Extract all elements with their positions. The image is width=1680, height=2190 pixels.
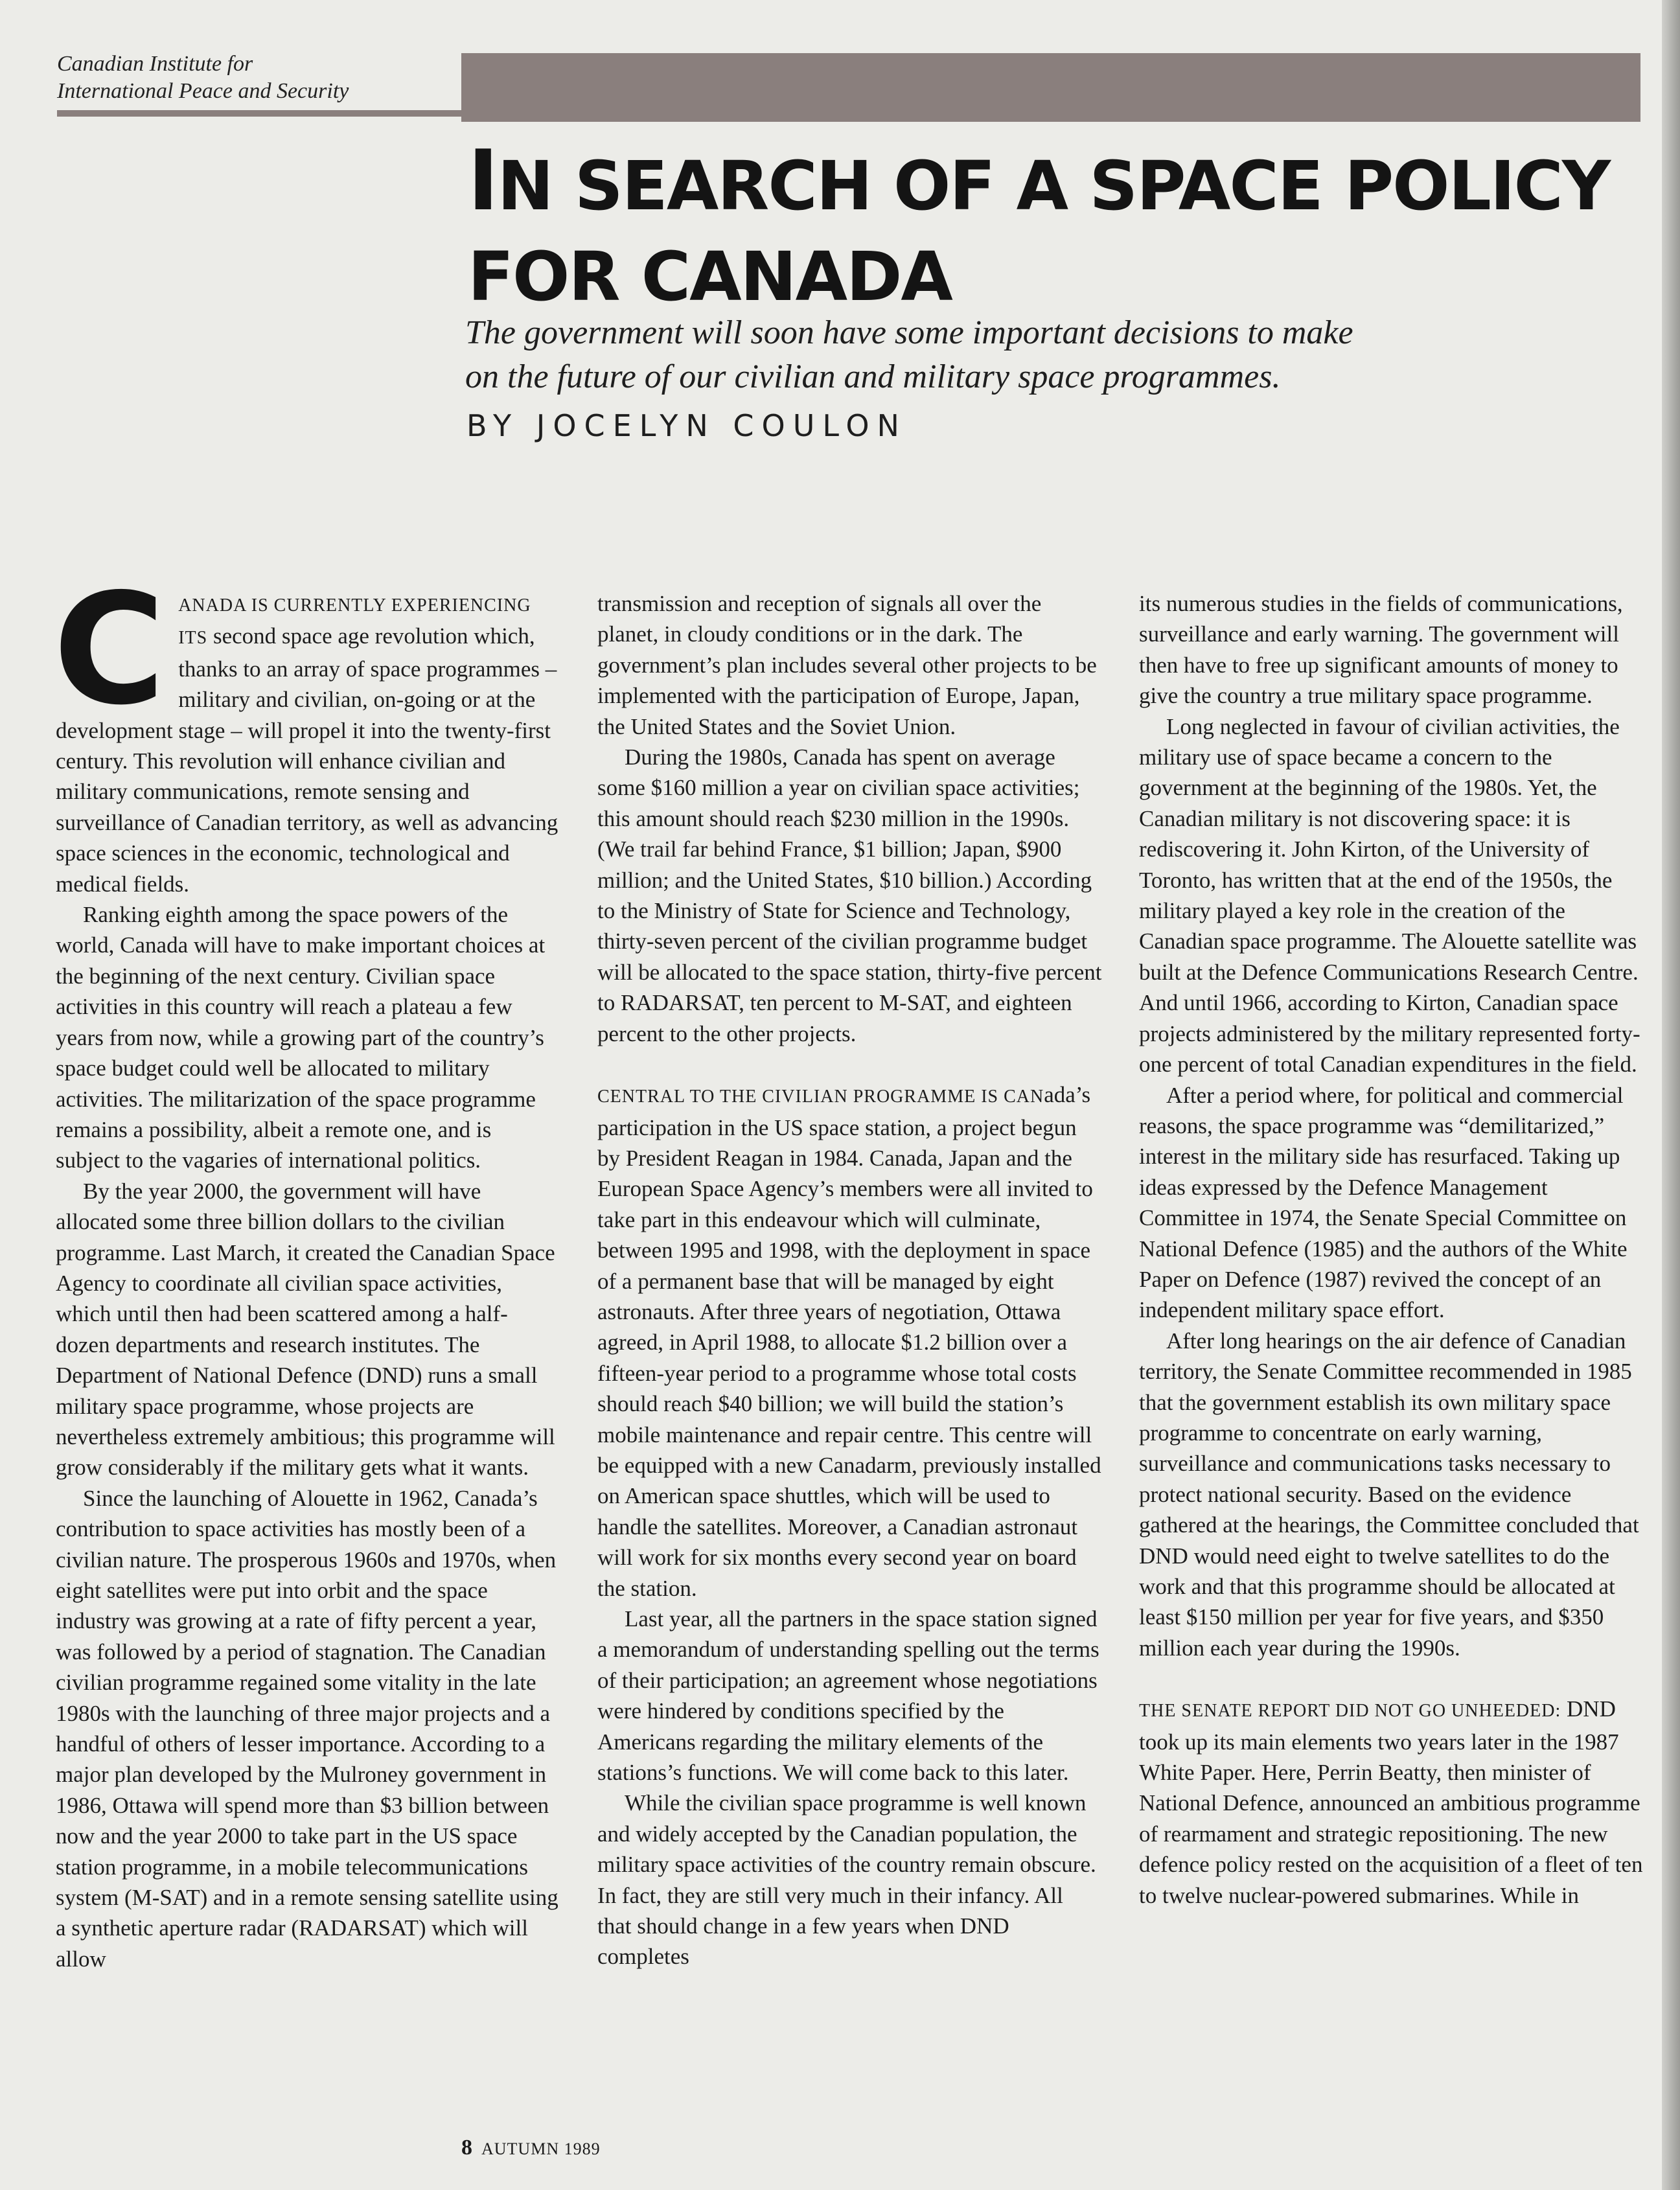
byline: BY JOCELYN COULON: [466, 408, 907, 443]
paragraph: Last year, all the partners in the space station signed a memorandum of understanding spelling out the terms of their participation; an agreement whose negotiations were hindered by conditions specified by the Americans regarding the military elements of the stations’s functions. We will come back to this later.: [597, 1606, 1099, 1786]
column-1: [53, 560, 561, 1974]
title-initial: I: [468, 133, 498, 229]
article-title: [468, 133, 1634, 322]
institute-name: [57, 51, 459, 105]
page-edge-shadow: [1662, 0, 1680, 2190]
subtitle-line-1: The government will soon have some important decisions to make: [465, 314, 1353, 351]
section-lead-in: THE SENATE REPORT DID NOT GO UNHEEDED:: [1139, 1701, 1561, 1722]
institute-line-2: International Peace and Security: [57, 79, 349, 103]
paragraph: transmission and reception of signals all over the planet, in cloudy conditions or in the dark. The government’s plan includes several other projects to be implemented with the participation of Europe, Japan, the United States and the Soviet Union.: [597, 591, 1097, 739]
paragraph-text: second space age revolution which, thanks to an array of space programmes – military and civilian, on-going or at the development stage – will propel it into the twenty-first century. This revolution will enhance civilian and military communications, remote sensing and surveillance of Canadian territory, as well as advancing space sciences in the economic, technological and medical fields.: [56, 623, 558, 897]
column-3: [1139, 588, 1644, 1911]
drop-cap: C: [53, 560, 166, 739]
paragraph-text: DND took up its main elements two years later in the 1987 White Paper. Here, Perrin Beatty, then minister of National Defence, announced an ambitious programme of rearmament and strategic repositioning. The new defence policy rested on the acquisition of a fleet of ten to twelve nuclear-powered submarines. While in: [1139, 1696, 1643, 1908]
paragraph: After a period where, for political and commercial reasons, the space programme was “demilitarized,” interest in the military side has resurfaced. Taking up ideas expressed by the Defence Management Committee in 1974, the Senate Special Committee on National Defence (1985) and the authors of the White Paper on Defence (1987) revived the concept of an independent military space effort.: [1139, 1082, 1628, 1323]
paragraph: [1139, 1694, 1644, 1911]
title-line-2: FOR CANADA: [468, 237, 952, 316]
paragraph: [53, 560, 561, 899]
page-number: 8: [461, 2136, 472, 2160]
paragraph: Ranking eighth among the space powers of the world, Canada will have to make important choices at the beginning of the next century. Civilian space activities in this country will reach a plateau a few years from now, while a growing part of the country’s space budget could well be allocated to military activities. The militarization of the space programme remains a possibility, albeit a remote one, and is subject to the vagaries of international politics.: [56, 902, 546, 1173]
paragraph: While the civilian space programme is well known and widely accepted by the Canadian population, the military space activities of the country remain obscure. In fact, they are still very much in their infancy. All that should change in a few years when DND completes: [597, 1790, 1096, 1970]
header-rule: [57, 110, 1640, 117]
page-footer: [461, 2136, 601, 2160]
paragraph: [597, 1079, 1103, 1604]
section-lead-in: CENTRAL TO THE CIVILIAN PROGRAMME IS CAN: [597, 1087, 1044, 1107]
paragraph: Since the launching of Alouette in 1962, Canada’s contribution to space activities has mostly been of a civilian nature. The prosperous 1960s and 1970s, when eight satellites were put into orbit and the space industry was growing at a rate of fifty percent a year, was followed by a period of stagnation. The Canadian civilian programme regained some vitality in the late 1980s with the launching of three major projects and a handful of others of lesser importance. According to a major plan developed by the Mulroney government in 1986, Ottawa will spend more than $3 billion between now and the year 2000 to take part in the US space station programme, in a mobile telecommunications system (M-SAT) and in a remote sensing satellite using a synthetic aperture radar (RADARSAT) which will allow: [56, 1485, 558, 1972]
issue-date: AUTUMN 1989: [481, 2139, 601, 2158]
article-subtitle: [465, 311, 1593, 399]
paragraph: After long hearings on the air defence of Canadian territory, the Senate Committee recommended in 1985 that the government establish its own military space programme to concentrate on early warning, surveillance and communications tasks necessary to protect national security. Based on the evidence gathered at the hearings, the Committee concluded that DND would need eight to twelve satellites to do the work and that this programme should be allocated at least $150 million per year for five years, and $350 million each year during the 1990s.: [1139, 1328, 1639, 1661]
title-line-1: [468, 133, 1634, 231]
institute-line-1: Canadian Institute for: [57, 52, 253, 76]
lead-in-smallcaps: ANADA IS CURRENTLY EXPERIENCING ITS: [178, 595, 531, 649]
paragraph: By the year 2000, the government will have allocated some three billion dollars to the civilian programme. Last March, it created the Canadian Space Agency to coordinate all civilian space activities, which until then had been scattered among a half-dozen departments and research institutes. The Department of National Defence (DND) runs a small military space programme, whose projects are nevertheless extremely ambitious; this programme will grow considerably if the military gets what it wants.: [56, 1178, 555, 1481]
column-2: [597, 588, 1103, 1972]
subtitle-line-2: on the future of our civilian and military space programmes.: [465, 358, 1281, 395]
title-line-1-rest: N SEARCH OF A SPACE POLICY: [497, 146, 1610, 225]
paragraph: During the 1980s, Canada has spent on average some $160 million a year on civilian space activities; this amount should reach $230 million in the 1990s. (We trail far behind France, $1 billion; Japan, $900 million; and the United States, $10 billion.) According to the Ministry of State for Science and Technology, thirty-seven percent of the civilian programme budget will be allocated to the space station, thirty-five percent to RADARSAT, ten percent to M-SAT, and eighteen percent to the other projects.: [597, 744, 1102, 1046]
paragraph: Long neglected in favour of civilian activities, the military use of space became a concern to the government at the beginning of the 1980s. Yet, the Canadian military is not discovering space: it is rediscovering it. John Kirton, of the University of Toronto, has written that at the end of the 1950s, the military played a key role in the creation of the Canadian space programme. The Alouette satellite was built at the Defence Communications Research Centre. And until 1966, according to Kirton, Canadian space projects administered by the military represented forty-one percent of total Canadian expenditures in the field.: [1139, 713, 1640, 1078]
paragraph-text: ada’s participation in the US space station, a project begun by President Reagan in 1984. Canada, Japan and the European Space Agency’s members were all invited to take part in this endeavour which will culminate, between 1995 and 1998, with the deployment in space of a permanent base that will be managed by eight astronauts. After three years of negotiation, Ottawa agreed, in April 1988, to allocate $1.2 billion over a fifteen-year period to a programme whose total costs should reach $40 billion; we will build the station’s mobile maintenance and repair centre. This centre will be equipped with a new Canadarm, previously installed on American space shuttles, which will be used to handle the satellites. Moreover, a Canadian astronaut will work for six months every second year on board the station.: [597, 1082, 1101, 1601]
paragraph: its numerous studies in the fields of communications, surveillance and early warning. The government will then have to free up significant amounts of money to give the country a true military space programme.: [1139, 591, 1623, 709]
